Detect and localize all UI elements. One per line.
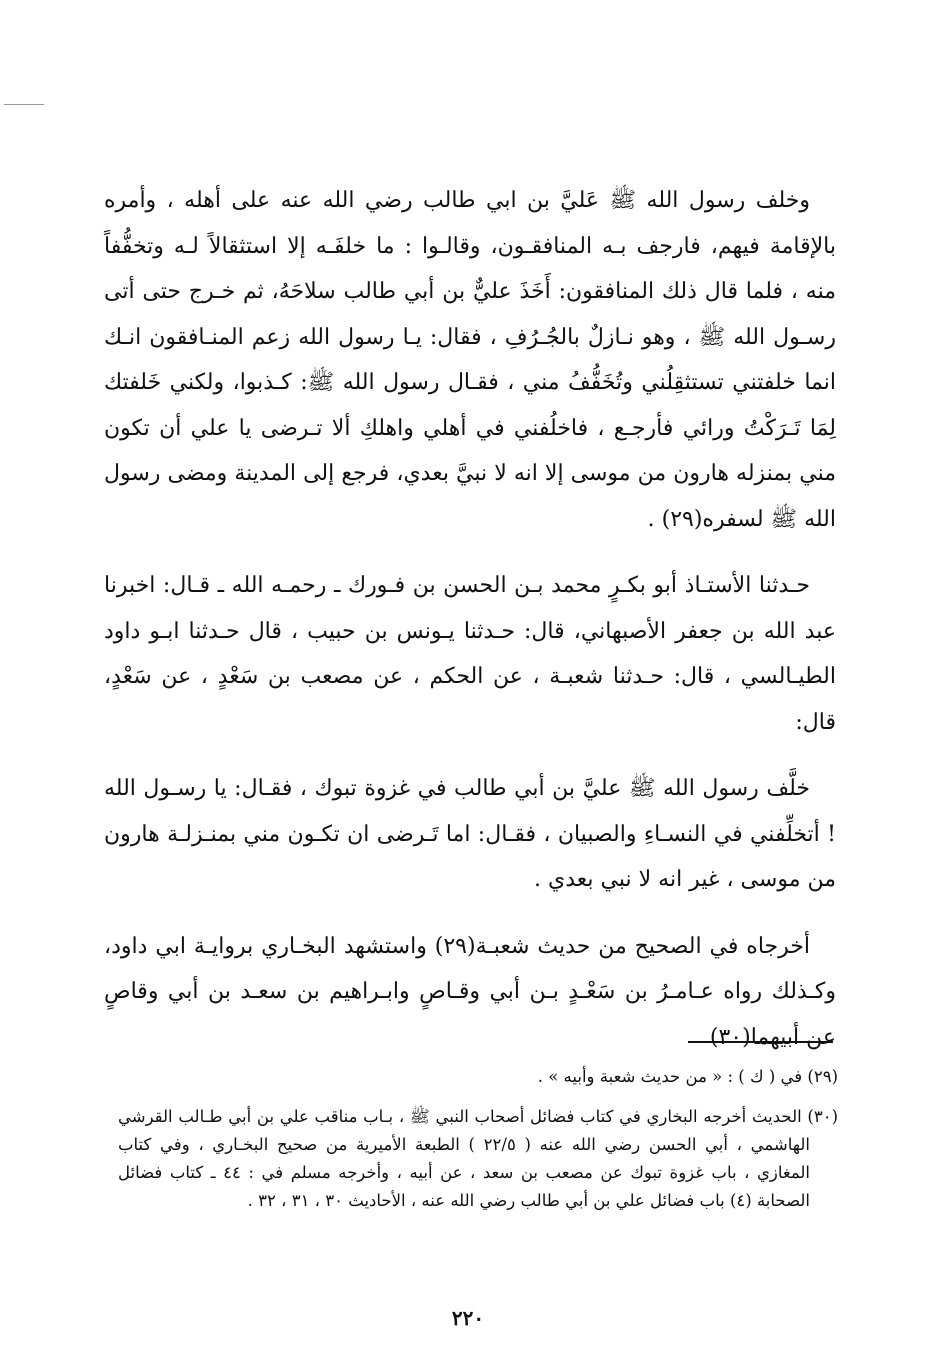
paragraph-2-text: حـدثنا الأستـاذ أبو بكـرٍ محمد بـن الحسن بن فـورك ـ رحمـه الله ـ قـال: اخبرنا عبد الله بن جعفر الأصبهاني، قال: حـدثنا يـونس بن حبيب ، قال حـدثنا ابـو داود الطيـالسي ، قال: حـدثنا شعبـة ، عن الحكم ، عن مصعب بن سَعْدٍ ، عن سَعْدٍ، قال:: [104, 573, 836, 735]
paragraph-4: [104, 924, 836, 1061]
paragraph-1: [104, 178, 836, 542]
paragraph-4-text: أخرجاه في الصحيح من حديث شعبـة(٢٩) واستشهد البخـاري بروايـة ابي داود، وكـذلك رواه عـامـرُ بن سَعْـدٍ بـن أبي وقـاصٍ وابـراهيم بن سعـد بن أبي وقاصٍ عن أبيهما(٣٠): [104, 933, 836, 1050]
paragraph-2: [104, 563, 836, 745]
footnote-separator: [688, 1041, 833, 1043]
paragraph-3-text: خلَّف رسول الله ﷺ عليَّ بن أبي طالب في غزوة تبوك ، فقـال: يا رسـول الله ! أتخلِّفني في النسـاءِ والصبيان ، فقـال: اما تَـرضى ان تكـون مني بمنـزلـة هارون من موسى ، غير انه لا نبي بعدي .: [104, 776, 836, 892]
footnote-30: (٣٠) الحديث أخرجه البخاري في كتاب فضائل أصحاب النبي ﷺ ، بـاب مناقب علي بن أبي طـالب القرشي الهاشمي ، أبي الحسن رضي الله عنه ( ٢٢/٥ ) الطبعة الأميرية من صحيح البخـاري ، وفي كتاب المغازي ، باب غزوة تبوك عن مصعب بن سعد ، عن أبيه ، وأخرجه مسلم في : ٤٤ ـ كتاب فضائل الصحابة (٤) باب فضائل علي بن أبي طالب رضي الله عنه ، الأحاديث ٣٠ ، ٣١ ، ٣٢ .: [118, 1107, 838, 1210]
paragraph-1-text: وخلف رسول الله ﷺ عَليَّ بن ابي طالب رضي الله عنه على أهله ، وأمره بالإقامة فيهم، فارجف بـه المنافقـون، وقالـوا : ما خلفَـه إلا استثقالاً لـه وتخفُّفاً منه ، فلما قال ذلك المنافقون: أَخَذَ عليٌّ بن أبي طالب سلاحَهُ، ثم خـرج حتى أتى رسـول الله ﷺ ، وهو نـازلٌ بالجُـرُفِ ، فقال: يـا رسول الله زعم المنـافقون انـك انما خلفتني تستثقِلُني وتُخَفُّفُ مني ، فقـال رسول الله ﷺ: كـذبوا، ولكني خَلفتك لِمَا تَـرَكْتُ ورائي فأرجـع ، فاخلُفني في أهلي واهلكِ ألا تـرضى يا علي أن تكون مني بمنزله هارون من موسى إلا انه لا نبيَّ بعدي، فرجع إلى المدينة ومضى رسول الله ﷺ لسفره(٢٩) .: [104, 188, 836, 532]
page-number: ٢٢٠: [451, 1306, 485, 1330]
footnotes: [118, 1063, 838, 1215]
main-text: [104, 178, 836, 1060]
paragraph-3: [104, 766, 836, 903]
footnote-29: (٢٩) في ( ك ) : « من حديث شعبة وأبيه » .: [537, 1067, 838, 1086]
margin-mark: [4, 104, 44, 105]
